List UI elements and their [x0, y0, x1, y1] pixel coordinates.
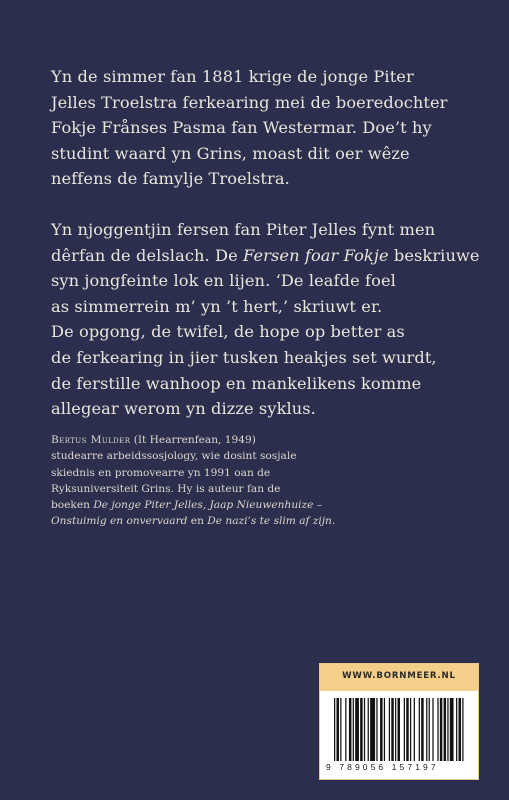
bio-line — [51, 432, 331, 448]
bio-text-segment: en — [187, 515, 208, 528]
blurb-line — [51, 243, 480, 269]
book-title-italic: De nazi’s te slim af zijn — [207, 515, 332, 528]
blurb-line: allegear werom yn dizze syklus. — [51, 399, 316, 419]
book-title-italic: Fersen foar Fokje — [243, 245, 389, 265]
blurb-line: studint waard yn Grins, moast dit oer wêze — [51, 143, 410, 163]
blurb-paragraph-2 — [51, 217, 480, 422]
author-bio — [51, 432, 336, 530]
blurb-line: neffens de famylje Troelstra. — [51, 169, 290, 189]
blurb-line: de ferkearing in jier tusken heakjes set wurdt, — [51, 347, 437, 367]
publisher-url-banner — [320, 664, 478, 691]
bio-text-segment: (It Hearrenfean, 1949) — [130, 434, 256, 446]
publisher-url: WWW.BORNMEER.NL — [342, 671, 456, 681]
bio-line: skiednis en promovearre yn 1991 oan de — [51, 466, 271, 479]
barcode-icon — [334, 698, 466, 761]
bio-text-segment: boeken — [51, 499, 94, 512]
book-title-italic: Onstuimig en onvervaard — [51, 515, 188, 528]
blurb-line: De opgong, de twifel, de hope op better as — [51, 322, 405, 342]
blurb-text — [51, 64, 480, 447]
bio-line: studearre arbeidssosjology, wie dosint sosjale — [51, 450, 297, 463]
book-title-italic: De jonge Piter Jelles, Jaap Nieuwenhuize – — [93, 499, 323, 512]
blurb-line: as simmerrein m’ yn ’t hert,’ skriuwt er. — [51, 296, 383, 316]
isbn-barcode-panel — [319, 663, 479, 780]
blurb-text-segment: beskriuwe — [388, 245, 480, 265]
bio-line — [51, 513, 336, 529]
blurb-line: Yn njoggentjin fersen fan Piter Jelles fynt men — [51, 219, 436, 239]
blurb-line: syn jongfeinte lok en lijen. ‘De leafde foel — [51, 271, 396, 291]
isbn-number: 9 789056 157197 — [326, 762, 439, 772]
blurb-paragraph-1 — [51, 64, 471, 192]
blurb-text-segment: dêrfan de delslach. De — [51, 245, 244, 265]
blurb-line: Yn de simmer fan 1881 krige de jonge Piter — [51, 67, 414, 86]
blurb-line: Jelles Troelstra ferkearing mei de boeredochter — [51, 92, 448, 112]
bio-line — [51, 497, 331, 513]
bio-line: Ryksuniversiteit Grins. Hy is auteur fan de — [51, 482, 281, 495]
author-name: Bertus Mulder — [51, 434, 131, 446]
bio-text-segment: . — [331, 515, 336, 528]
blurb-line: Fokje Frånses Pasma fan Westermar. Doe’t hy — [51, 118, 432, 138]
blurb-line: de ferstille wanhoop en mankelikens komme — [51, 373, 422, 393]
